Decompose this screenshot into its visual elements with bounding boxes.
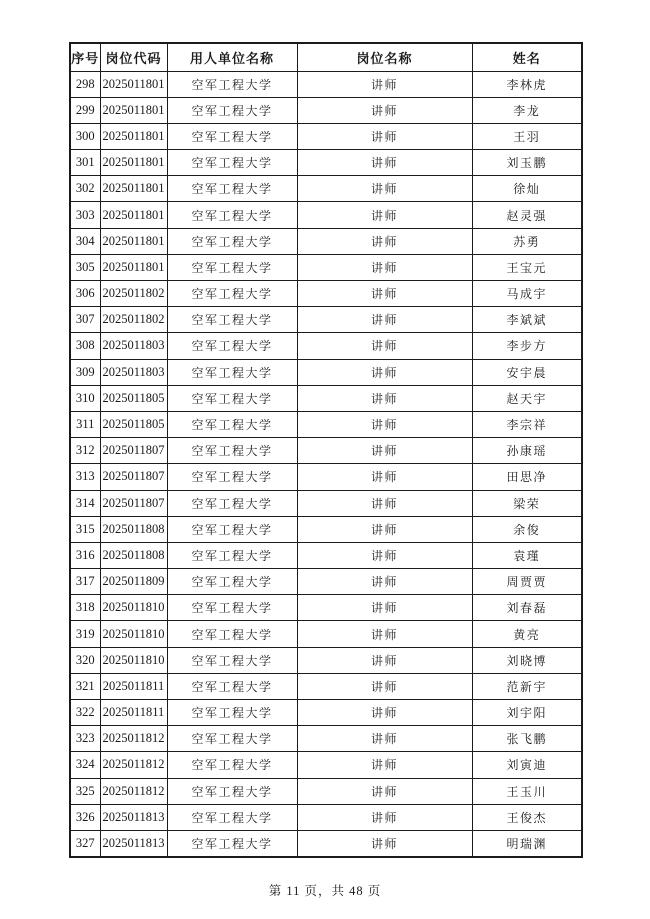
table-row bbox=[70, 516, 582, 542]
cell-employer: 空军工程大学 bbox=[167, 621, 297, 647]
cell-name: 李林虎 bbox=[472, 71, 582, 97]
cell-name: 刘晓博 bbox=[472, 647, 582, 673]
cell-serial: 298 bbox=[70, 71, 100, 97]
table-row bbox=[70, 673, 582, 699]
cell-job-code: 2025011808 bbox=[100, 542, 167, 568]
cell-name: 赵天宇 bbox=[472, 385, 582, 411]
cell-employer: 空军工程大学 bbox=[167, 726, 297, 752]
cell-position: 讲师 bbox=[297, 804, 472, 830]
cell-position: 讲师 bbox=[297, 123, 472, 149]
cell-employer: 空军工程大学 bbox=[167, 202, 297, 228]
table-row bbox=[70, 700, 582, 726]
col-header-job-code: 岗位代码 bbox=[100, 43, 167, 71]
table-row bbox=[70, 385, 582, 411]
cell-serial: 314 bbox=[70, 490, 100, 516]
cell-name: 刘春磊 bbox=[472, 595, 582, 621]
cell-position: 讲师 bbox=[297, 438, 472, 464]
cell-employer: 空军工程大学 bbox=[167, 438, 297, 464]
cell-position: 讲师 bbox=[297, 281, 472, 307]
cell-job-code: 2025011807 bbox=[100, 464, 167, 490]
cell-name: 孙康瑶 bbox=[472, 438, 582, 464]
cell-serial: 322 bbox=[70, 700, 100, 726]
cell-position: 讲师 bbox=[297, 778, 472, 804]
cell-position: 讲师 bbox=[297, 542, 472, 568]
cell-job-code: 2025011812 bbox=[100, 752, 167, 778]
cell-serial: 324 bbox=[70, 752, 100, 778]
table-row bbox=[70, 123, 582, 149]
cell-serial: 311 bbox=[70, 411, 100, 437]
cell-name: 李步方 bbox=[472, 333, 582, 359]
cell-serial: 315 bbox=[70, 516, 100, 542]
col-header-employer: 用人单位名称 bbox=[167, 43, 297, 71]
cell-employer: 空军工程大学 bbox=[167, 647, 297, 673]
table-row bbox=[70, 752, 582, 778]
cell-name: 张飞鹏 bbox=[472, 726, 582, 752]
cell-job-code: 2025011801 bbox=[100, 71, 167, 97]
cell-employer: 空军工程大学 bbox=[167, 595, 297, 621]
cell-job-code: 2025011809 bbox=[100, 569, 167, 595]
table-row bbox=[70, 359, 582, 385]
cell-serial: 299 bbox=[70, 97, 100, 123]
cell-name: 刘寅迪 bbox=[472, 752, 582, 778]
cell-employer: 空军工程大学 bbox=[167, 307, 297, 333]
table-row bbox=[70, 542, 582, 568]
cell-job-code: 2025011803 bbox=[100, 333, 167, 359]
cell-name: 李斌斌 bbox=[472, 307, 582, 333]
cell-serial: 318 bbox=[70, 595, 100, 621]
cell-name: 赵灵强 bbox=[472, 202, 582, 228]
cell-job-code: 2025011801 bbox=[100, 97, 167, 123]
cell-job-code: 2025011801 bbox=[100, 123, 167, 149]
cell-position: 讲师 bbox=[297, 307, 472, 333]
cell-name: 安宇晨 bbox=[472, 359, 582, 385]
cell-job-code: 2025011801 bbox=[100, 254, 167, 280]
cell-serial: 321 bbox=[70, 673, 100, 699]
cell-job-code: 2025011810 bbox=[100, 621, 167, 647]
cell-employer: 空军工程大学 bbox=[167, 254, 297, 280]
cell-serial: 302 bbox=[70, 176, 100, 202]
cell-name: 余俊 bbox=[472, 516, 582, 542]
table-row bbox=[70, 254, 582, 280]
table-row bbox=[70, 830, 582, 856]
table-body bbox=[70, 71, 582, 857]
cell-position: 讲师 bbox=[297, 700, 472, 726]
cell-employer: 空军工程大学 bbox=[167, 700, 297, 726]
cell-name: 梁荣 bbox=[472, 490, 582, 516]
cell-employer: 空军工程大学 bbox=[167, 516, 297, 542]
cell-serial: 317 bbox=[70, 569, 100, 595]
cell-name: 范新宇 bbox=[472, 673, 582, 699]
cell-job-code: 2025011803 bbox=[100, 359, 167, 385]
cell-serial: 305 bbox=[70, 254, 100, 280]
cell-position: 讲师 bbox=[297, 490, 472, 516]
cell-employer: 空军工程大学 bbox=[167, 71, 297, 97]
cell-serial: 301 bbox=[70, 150, 100, 176]
cell-position: 讲师 bbox=[297, 569, 472, 595]
cell-job-code: 2025011801 bbox=[100, 176, 167, 202]
cell-name: 明瑞渊 bbox=[472, 830, 582, 856]
cell-job-code: 2025011805 bbox=[100, 385, 167, 411]
cell-serial: 323 bbox=[70, 726, 100, 752]
table-row bbox=[70, 490, 582, 516]
table-row bbox=[70, 97, 582, 123]
cell-position: 讲师 bbox=[297, 228, 472, 254]
cell-employer: 空军工程大学 bbox=[167, 333, 297, 359]
cell-position: 讲师 bbox=[297, 516, 472, 542]
cell-position: 讲师 bbox=[297, 97, 472, 123]
cell-position: 讲师 bbox=[297, 595, 472, 621]
table-row bbox=[70, 281, 582, 307]
cell-serial: 319 bbox=[70, 621, 100, 647]
cell-serial: 307 bbox=[70, 307, 100, 333]
cell-job-code: 2025011807 bbox=[100, 438, 167, 464]
table-row bbox=[70, 438, 582, 464]
cell-employer: 空军工程大学 bbox=[167, 176, 297, 202]
cell-position: 讲师 bbox=[297, 621, 472, 647]
cell-employer: 空军工程大学 bbox=[167, 150, 297, 176]
cell-employer: 空军工程大学 bbox=[167, 804, 297, 830]
cell-name: 徐灿 bbox=[472, 176, 582, 202]
cell-serial: 309 bbox=[70, 359, 100, 385]
cell-employer: 空军工程大学 bbox=[167, 490, 297, 516]
cell-serial: 327 bbox=[70, 830, 100, 856]
cell-name: 苏勇 bbox=[472, 228, 582, 254]
table-row bbox=[70, 71, 582, 97]
cell-serial: 313 bbox=[70, 464, 100, 490]
cell-name: 王羽 bbox=[472, 123, 582, 149]
cell-position: 讲师 bbox=[297, 464, 472, 490]
cell-serial: 304 bbox=[70, 228, 100, 254]
cell-job-code: 2025011810 bbox=[100, 595, 167, 621]
cell-position: 讲师 bbox=[297, 752, 472, 778]
cell-employer: 空军工程大学 bbox=[167, 569, 297, 595]
cell-serial: 316 bbox=[70, 542, 100, 568]
cell-employer: 空军工程大学 bbox=[167, 385, 297, 411]
table-row bbox=[70, 202, 582, 228]
cell-position: 讲师 bbox=[297, 202, 472, 228]
cell-job-code: 2025011802 bbox=[100, 281, 167, 307]
table-row bbox=[70, 595, 582, 621]
cell-employer: 空军工程大学 bbox=[167, 830, 297, 856]
cell-position: 讲师 bbox=[297, 647, 472, 673]
cell-serial: 300 bbox=[70, 123, 100, 149]
cell-employer: 空军工程大学 bbox=[167, 752, 297, 778]
table-row bbox=[70, 411, 582, 437]
cell-job-code: 2025011802 bbox=[100, 307, 167, 333]
cell-job-code: 2025011805 bbox=[100, 411, 167, 437]
cell-job-code: 2025011801 bbox=[100, 202, 167, 228]
cell-employer: 空军工程大学 bbox=[167, 97, 297, 123]
cell-employer: 空军工程大学 bbox=[167, 411, 297, 437]
cell-position: 讲师 bbox=[297, 333, 472, 359]
cell-employer: 空军工程大学 bbox=[167, 281, 297, 307]
cell-serial: 320 bbox=[70, 647, 100, 673]
cell-serial: 325 bbox=[70, 778, 100, 804]
cell-name: 王俊杰 bbox=[472, 804, 582, 830]
table-row bbox=[70, 464, 582, 490]
page-number-footer: 第 11 页，共 48 页 bbox=[268, 884, 382, 898]
col-header-position: 岗位名称 bbox=[297, 43, 472, 71]
cell-job-code: 2025011813 bbox=[100, 804, 167, 830]
table-row bbox=[70, 176, 582, 202]
cell-job-code: 2025011810 bbox=[100, 647, 167, 673]
cell-name: 袁瑾 bbox=[472, 542, 582, 568]
cell-name: 周贾贾 bbox=[472, 569, 582, 595]
cell-job-code: 2025011812 bbox=[100, 778, 167, 804]
cell-employer: 空军工程大学 bbox=[167, 123, 297, 149]
cell-name: 黄亮 bbox=[472, 621, 582, 647]
cell-serial: 326 bbox=[70, 804, 100, 830]
table-row bbox=[70, 804, 582, 830]
table-row bbox=[70, 621, 582, 647]
table-row bbox=[70, 726, 582, 752]
col-header-serial: 序号 bbox=[70, 43, 100, 71]
cell-position: 讲师 bbox=[297, 254, 472, 280]
cell-job-code: 2025011801 bbox=[100, 228, 167, 254]
cell-position: 讲师 bbox=[297, 830, 472, 856]
cell-name: 刘宇阳 bbox=[472, 700, 582, 726]
table-row bbox=[70, 778, 582, 804]
cell-employer: 空军工程大学 bbox=[167, 359, 297, 385]
cell-job-code: 2025011801 bbox=[100, 150, 167, 176]
cell-name: 李龙 bbox=[472, 97, 582, 123]
cell-position: 讲师 bbox=[297, 673, 472, 699]
cell-serial: 310 bbox=[70, 385, 100, 411]
cell-name: 李宗祥 bbox=[472, 411, 582, 437]
cell-serial: 312 bbox=[70, 438, 100, 464]
table-header-row bbox=[70, 43, 582, 71]
cell-job-code: 2025011811 bbox=[100, 700, 167, 726]
position-roster-table bbox=[69, 42, 583, 858]
cell-name: 王玉川 bbox=[472, 778, 582, 804]
cell-name: 刘玉鹏 bbox=[472, 150, 582, 176]
cell-employer: 空军工程大学 bbox=[167, 778, 297, 804]
cell-position: 讲师 bbox=[297, 71, 472, 97]
col-header-name: 姓名 bbox=[472, 43, 582, 71]
cell-serial: 306 bbox=[70, 281, 100, 307]
cell-employer: 空军工程大学 bbox=[167, 673, 297, 699]
cell-position: 讲师 bbox=[297, 176, 472, 202]
cell-employer: 空军工程大学 bbox=[167, 228, 297, 254]
cell-name: 王宝元 bbox=[472, 254, 582, 280]
cell-name: 田思净 bbox=[472, 464, 582, 490]
table-row bbox=[70, 228, 582, 254]
table-row bbox=[70, 307, 582, 333]
table-row bbox=[70, 647, 582, 673]
cell-employer: 空军工程大学 bbox=[167, 464, 297, 490]
cell-employer: 空军工程大学 bbox=[167, 542, 297, 568]
cell-job-code: 2025011812 bbox=[100, 726, 167, 752]
cell-position: 讲师 bbox=[297, 411, 472, 437]
cell-job-code: 2025011807 bbox=[100, 490, 167, 516]
cell-position: 讲师 bbox=[297, 150, 472, 176]
cell-serial: 303 bbox=[70, 202, 100, 228]
table-row bbox=[70, 569, 582, 595]
cell-name: 马成宇 bbox=[472, 281, 582, 307]
cell-position: 讲师 bbox=[297, 359, 472, 385]
cell-job-code: 2025011808 bbox=[100, 516, 167, 542]
cell-job-code: 2025011813 bbox=[100, 830, 167, 856]
cell-job-code: 2025011811 bbox=[100, 673, 167, 699]
cell-position: 讲师 bbox=[297, 385, 472, 411]
cell-serial: 308 bbox=[70, 333, 100, 359]
cell-position: 讲师 bbox=[297, 726, 472, 752]
table-row bbox=[70, 150, 582, 176]
table-row bbox=[70, 333, 582, 359]
